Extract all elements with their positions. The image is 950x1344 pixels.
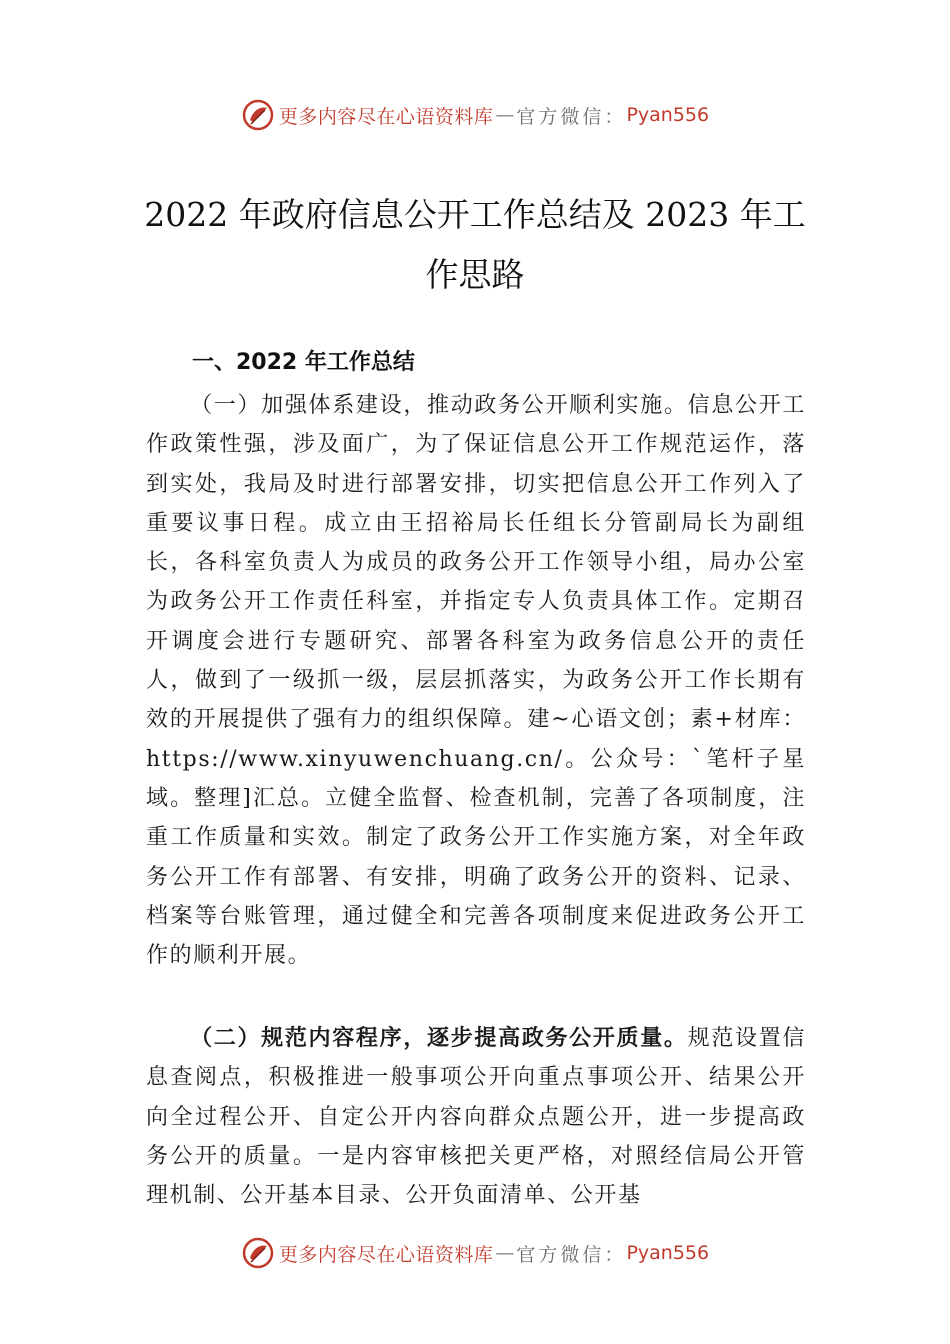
paragraph-2-lead: （二）规范内容程序，逐步提高政务公开质量。: [190, 1025, 688, 1051]
header-banner: [0, 95, 950, 135]
banner-wechat-label: 官方微信：: [516, 105, 627, 128]
section-heading: 一、2022 年工作总结: [192, 350, 415, 375]
paragraph-2: [146, 1019, 806, 1215]
banner-separator: —: [495, 104, 515, 126]
title-line-2: 作思路: [425, 255, 525, 294]
paragraph-1-text: （一）加强体系建设，推动政务公开顺利实施。信息公开工作政策性强，涉及面广，为了保证信息公开工作规范运作，落到实处，我局及时进行部署安排，切实把信息公开工作列入了重要议事日程。成立由王招裕局长任组长分管副局长为副组长，各科室负责人为成员的政务公开工作领导小组，局办公室为政务公开工作责任科室，并指定专人负责具体工作。定期召开调度会进行专题研究、部署各科室为政务信息公开的责任人，做到了一级抓一级，层层抓落实，为政务公开工作长期有效的开展提供了强有力的组织保障。建~心语文创；素+材库：https://www.xinyuwenchuang.cn/。公众号：`笔杆子星域。整理]汇总。立健全监督、检查机制，完善了各项制度，注重工作质量和实效。制定了政务公开工作实施方案，对全年政务公开工作有部署、有安排，明确了政务公开的资料、记录、档案等台账管理，通过健全和完善各项制度来促进政务公开工作的顺利开展。: [146, 393, 806, 969]
document-title: [120, 185, 830, 305]
banner-text: 更多内容尽在心语资料库: [278, 105, 494, 128]
footer-banner: [0, 1233, 950, 1273]
logo-icon: [241, 1236, 275, 1270]
title-line-1: 2022 年政府信息公开工作总结及 2023 年工: [144, 195, 806, 234]
banner-wechat-label: 官方微信：: [516, 1243, 627, 1266]
banner-wechat-id: Pyan556: [626, 104, 710, 126]
banner-text: 更多内容尽在心语资料库: [278, 1243, 494, 1266]
paragraph-2-text: 规范设置信息查阅点，积极推进一般事项公开向重点事项公开、结果公开向全过程公开、自定公开内容向群众点题公开，进一步提高政务公开的质量。一是内容审核把关更严格，对照经信局公开管理机制、公开基本目录、公开负面清单、公开基: [146, 1026, 806, 1209]
logo-icon: [241, 98, 275, 132]
banner-separator: —: [495, 1242, 515, 1264]
banner-wechat-id: Pyan556: [626, 1242, 710, 1264]
paragraph-1: [146, 386, 806, 975]
